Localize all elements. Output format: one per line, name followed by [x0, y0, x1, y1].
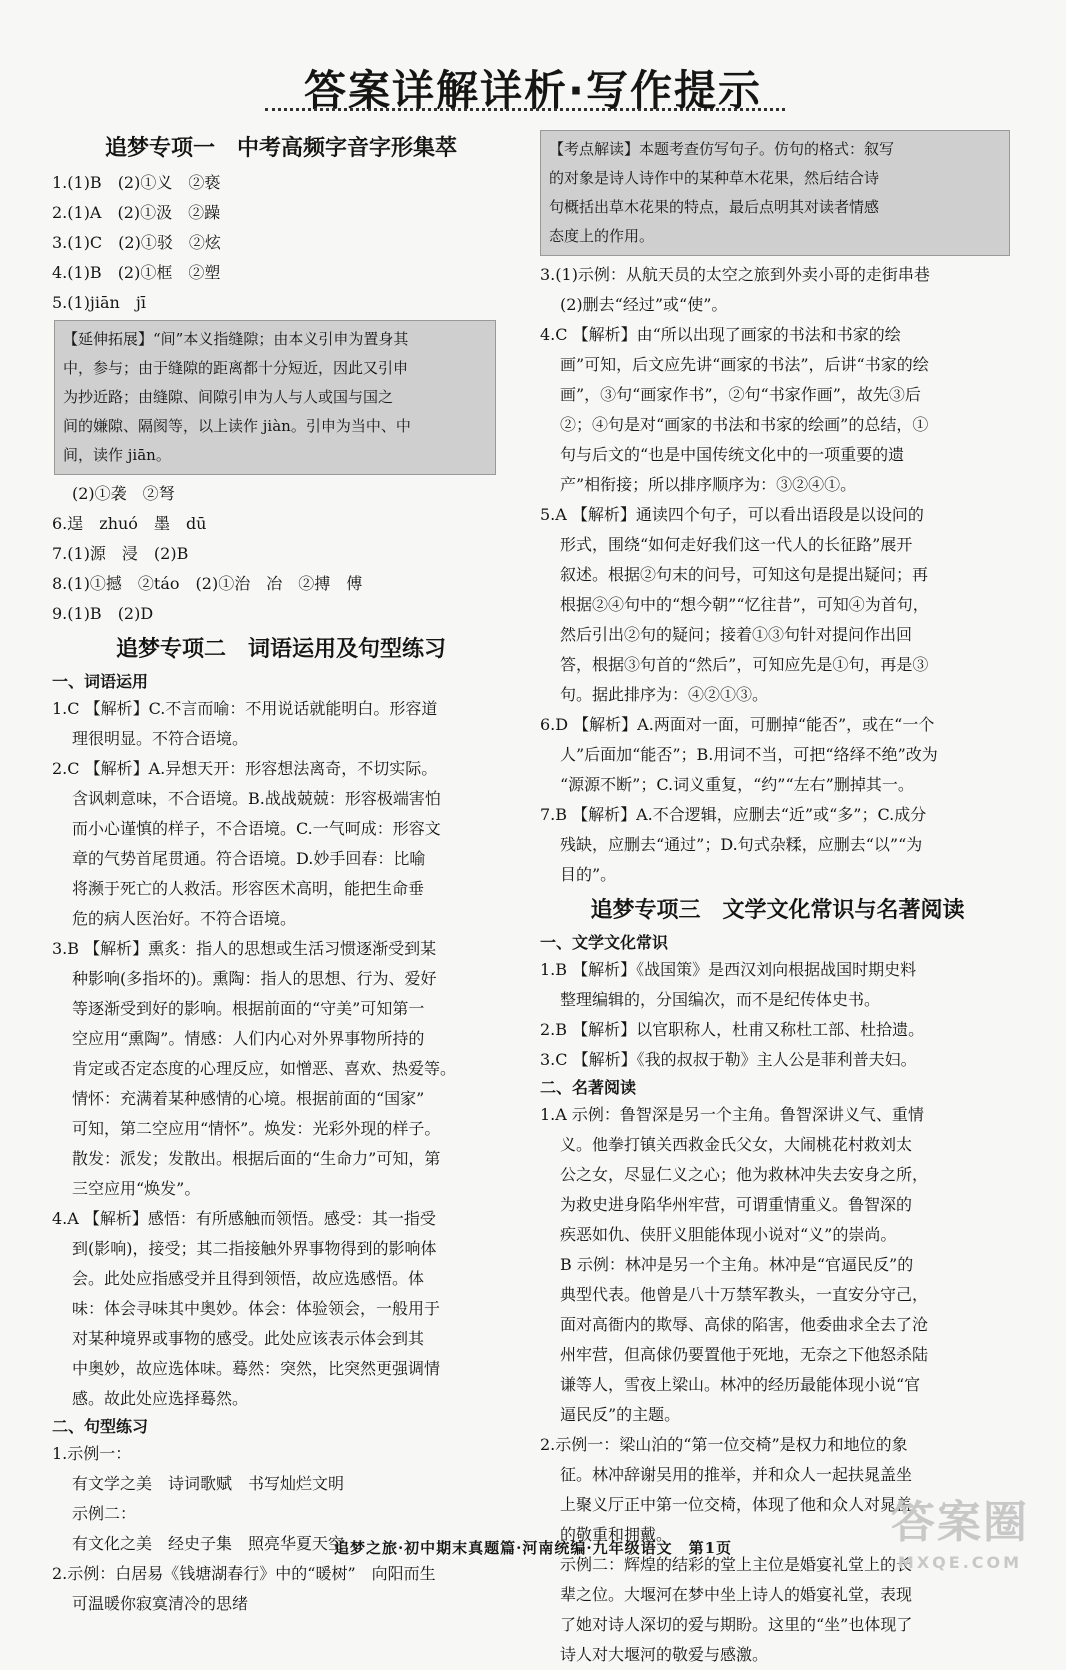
answer-line: 疾恶如仇、侠肝义胆能体现小说对“义”的崇尚。 — [560, 1225, 897, 1244]
answer-line: 5.A 【解析】通读四个句子，可以看出语段是以设问的 — [540, 505, 924, 524]
answer-line: 理很明显。不符合语境。 — [72, 729, 249, 748]
answer-line: 4.(1)B (2)①框 ②塑 — [52, 263, 221, 282]
answer-line: 画”可知，后文应先讲“画家的书法”，后讲“书家的绘 — [560, 355, 929, 374]
answer-line: 义。他拳打镇关西救金氏父女，大闹桃花村救刘太 — [560, 1135, 913, 1154]
answer-line: 而小心谨慎的样子，不合语境。C.一气呵成：形容文 — [72, 819, 441, 838]
title-divider — [265, 108, 785, 111]
answer-line: 人”后面加“能否”；B.用词不当，可把“络绎不绝”改为 — [560, 745, 938, 764]
section-title-1: 追梦专项一 中考高频字音字形集萃 — [104, 136, 457, 161]
answer-line: 3.C 【解析】《我的叔叔于勒》主人公是菲利普夫妇。 — [540, 1050, 917, 1069]
answer-line: 肯定或否定态度的心理反应，如憎恶、喜欢、热爱等。 — [72, 1059, 457, 1078]
answer-line: 1.示例一： — [52, 1444, 132, 1463]
page-title: 答案详解详析·写作提示 — [304, 66, 762, 115]
note-box-line: 的对象是诗人诗作中的某种草木花果，然后结合诗 — [549, 169, 880, 187]
answer-line: 了她对诗人深切的爱与期盼。这里的“坐”也体现了 — [560, 1615, 913, 1634]
answer-line: 中奥妙，故应选体味。蓦然：突然，比突然更强调情 — [72, 1359, 441, 1378]
answer-line: 4.A 【解析】感悟：有所感触而领悟。感受：其一指受 — [52, 1209, 436, 1228]
answer-line: 9.(1)B (2)D — [52, 604, 154, 623]
answer-line: 可温暖你寂寞清冷的思绪 — [72, 1594, 249, 1613]
answer-line: B 示例：林冲是另一个主角。林冲是“官逼民反”的 — [560, 1255, 914, 1274]
answer-line: 诗人对大堰河的敬爱与感激。 — [560, 1645, 769, 1664]
note-box-line: 【延伸拓展】“间”本义指缝隙；由本义引申为置身其 — [63, 330, 409, 348]
answer-line: (2)①袭 ②弩 — [72, 484, 175, 503]
answer-line: 空应用“熏陶”。情感：人们内心对外界事物所持的 — [72, 1029, 425, 1048]
answer-line: 示例二： — [72, 1504, 137, 1523]
answer-line: 将濒于死亡的人救活。形容医术高明，能把生命垂 — [72, 879, 425, 898]
answer-line: 章的气势首尾贯通。符合语境。D.妙手回春：比喻 — [72, 849, 426, 868]
note-box-line: 为抄近路；由缝隙、间隙引申为人与人或国与国之 — [63, 388, 394, 406]
answer-line: “源源不断”；C.词义重复，“约”“左右”删掉其一。 — [560, 775, 914, 794]
answer-line: 3.B 【解析】熏炙：指人的思想或生活习惯逐渐受到某 — [52, 939, 437, 958]
answer-line: 情怀：充满着某种感情的心境。根据前面的“国家” — [72, 1089, 425, 1108]
answer-line: 会。此处应指感受并且得到领悟，故应选感悟。体 — [72, 1269, 425, 1288]
answer-line: 根据②④句中的“想今朝”“忆往昔”，可知④为首句， — [560, 595, 929, 614]
answer-line: 的敬重和拥戴。 — [560, 1525, 673, 1544]
answer-line: 7.B 【解析】A.不合逻辑，应删去“近”或“多”；C.成分 — [540, 805, 927, 824]
note-box-line: 【考点解读】本题考查仿写句子。仿句的格式：叙写 — [549, 140, 895, 158]
answer-line: 7.(1)源 浸 (2)B — [52, 544, 189, 563]
answer-line: 公之女，尽显仁义之心；他为救林冲失去安身之所， — [560, 1165, 929, 1184]
answer-line: 三空应用“焕发”。 — [72, 1179, 201, 1198]
watermark-logo-text: 答案圈 — [891, 1497, 1029, 1548]
answer-line: 感。故此处应选择蓦然。 — [72, 1389, 249, 1408]
answer-line: 辈之位。大堰河在梦中坐上诗人的婚宴礼堂，表现 — [560, 1585, 913, 1604]
answer-line: 目的”。 — [560, 865, 617, 884]
answer-line: 2.示例一：梁山泊的“第一位交椅”是权力和地位的象 — [540, 1435, 908, 1454]
note-box-line: 间的嫌隙、隔阂等，以上读作 jiàn。引申为当中、中 — [63, 417, 411, 435]
answer-line: 6.D 【解析】A.两面对一面，可删掉“能否”，或在“一个 — [540, 715, 935, 734]
answer-line: 句与后文的“也是中国传统文化中的一项重要的遗 — [560, 445, 905, 464]
answer-line: 6.逞 zhuó 墨 dū — [52, 514, 207, 533]
answer-line: 叙述。根据②句末的问号，可知这句是提出疑问；再 — [560, 565, 929, 584]
note-box-line: 间，读作 jiān。 — [63, 446, 171, 464]
watermark-site-text: MXQE.COM — [897, 1553, 1023, 1572]
answer-line: 对某种境界或事物的感受。此处应该表示体会到其 — [72, 1329, 425, 1348]
answer-line: 答，根据③句首的“然后”，可知应先是①句，再是③ — [560, 655, 929, 674]
answer-line: ②；④句是对“画家的书法和书家的绘画”的总结，① — [560, 415, 929, 434]
subsection-title: 一、词语运用 — [52, 672, 149, 691]
answer-line: 1.B 【解析】《战国策》是西汉刘向根据战国时期史料 — [540, 960, 917, 979]
right-column — [540, 128, 1015, 1670]
answer-line: 危的病人医治好。不符合语境。 — [72, 909, 297, 928]
subsection-title: 一、文学文化常识 — [540, 933, 669, 952]
subsection-title: 二、名著阅读 — [540, 1078, 637, 1097]
answer-line: 有文化之美 经史子集 照亮华夏天空 — [72, 1534, 345, 1553]
answer-line: 典型代表。他曾是八十万禁军教头，一直安分守己， — [560, 1285, 929, 1304]
answer-line: 1.A 示例：鲁智深是另一个主角。鲁智深讲义气、重情 — [540, 1105, 924, 1124]
answer-line: 2.(1)A (2)①汲 ②躁 — [52, 203, 221, 222]
note-box — [540, 130, 1010, 256]
note-box-line: 句概括出草木花果的特点，最后点明其对读者情感 — [549, 198, 880, 216]
answer-line: 等逐渐受到好的影响。根据前面的“守美”可知第一 — [72, 999, 425, 1018]
answer-line: 味：体会寻味其中奥妙。体会：体验领会，一般用于 — [72, 1299, 441, 1318]
answer-line: 残缺，应删去“通过”；D.句式杂糅，应删去“以”“为 — [560, 835, 923, 854]
answer-line: (2)删去“经过”或“使”。 — [560, 295, 728, 314]
answer-line: 4.C 【解析】由“所以出现了画家的书法和书家的绘 — [540, 325, 901, 344]
answer-line: 句。据此排序为：④②①③。 — [560, 685, 769, 704]
answer-line: 整理编辑的，分国编次，而不是纪传体史书。 — [560, 990, 881, 1009]
answer-line: 含讽刺意味，不合语境。B.战战兢兢：形容极端害怕 — [72, 789, 441, 808]
answer-line: 为救史进身陷华州牢营，可谓重情重义。鲁智深的 — [560, 1195, 913, 1214]
note-box — [54, 320, 496, 475]
answer-line: 谦等人，雪夜上梁山。林冲的经历最能体现小说“官 — [560, 1375, 921, 1394]
answer-line: 上聚义厅正中第一位交椅，体现了他和众人对晁盖 — [560, 1495, 913, 1514]
answer-line: 形式，围绕“如何走好我们这一代人的长征路”展开 — [560, 535, 913, 554]
answer-line: 示例二：辉煌的结彩的堂上主位是婚宴礼堂上的长 — [560, 1555, 913, 1574]
left-column — [52, 128, 510, 1619]
answer-line: 州牢营，但高俅仍要置他于死地，无奈之下他怒杀陆 — [560, 1345, 929, 1364]
answer-line: 逼民反”的主题。 — [560, 1405, 681, 1424]
answer-line: 3.(1)C (2)①驳 ②炫 — [52, 233, 221, 252]
page-footer: 追梦之旅·初中期末真题篇·河南统编·九年级语文 第1页 — [333, 1539, 733, 1557]
section-title-3: 追梦专项三 文学文化常识与名著阅读 — [590, 898, 965, 923]
answer-line: 2.示例：白居易《钱塘湖春行》中的“暖树” 向阳而生 — [52, 1564, 436, 1583]
note-box-line: 态度上的作用。 — [549, 227, 655, 245]
answer-line: 3.(1)示例：从航天员的太空之旅到外卖小哥的走街串巷 — [540, 265, 930, 284]
answer-line: 可知，第二空应用“情怀”。焕发：光彩外现的样子。 — [72, 1119, 441, 1138]
answer-line: 然后引出②句的疑问；接着①③句针对提问作出回 — [560, 625, 913, 644]
answer-line: 种影响(多指坏的)。熏陶：指人的思想、行为、爱好 — [72, 969, 437, 988]
answer-line: 2.C 【解析】A.异想天开：形容想法离奇，不切实际。 — [52, 759, 438, 778]
answer-line: 1.(1)B (2)①义 ②亵 — [52, 173, 221, 192]
section-title-2: 追梦专项二 词语运用及句型练习 — [115, 637, 446, 662]
answer-line: 产”相衔接；所以排序顺序为：③②④①。 — [560, 475, 857, 494]
note-box-line: 中，参与；由于缝隙的距离都十分短近，因此又引申 — [63, 359, 409, 377]
answer-line: 2.B 【解析】以官职称人，杜甫又称杜工部、杜拾遗。 — [540, 1020, 925, 1039]
answer-line: 散发：派发；发散出。根据后面的“生命力”可知，第 — [72, 1149, 441, 1168]
answer-line: 征。林冲辞谢吴用的推举，并和众人一起扶晁盖坐 — [560, 1465, 913, 1484]
answer-line: 1.C 【解析】C.不言而喻：不用说话就能明白。形容道 — [52, 699, 438, 718]
watermark-logo — [880, 1495, 1040, 1590]
answer-line: 有文学之美 诗词歌赋 书写灿烂文明 — [72, 1474, 345, 1493]
answer-line: 面对高衙内的欺辱、高俅的陷害，他委曲求全去了沧 — [560, 1315, 929, 1334]
answer-line: 画”，③句“画家作书”，②句“书家作画”，故先③后 — [560, 385, 921, 404]
answer-line: 5.(1)jiān jī — [52, 293, 146, 312]
answer-line: 8.(1)①撼 ②táo (2)①治 冶 ②搏 傅 — [52, 574, 363, 593]
answer-line: 到(影响)，接受；其二指接触外界事物得到的影响体 — [72, 1239, 437, 1258]
subsection-title: 二、句型练习 — [52, 1417, 149, 1436]
